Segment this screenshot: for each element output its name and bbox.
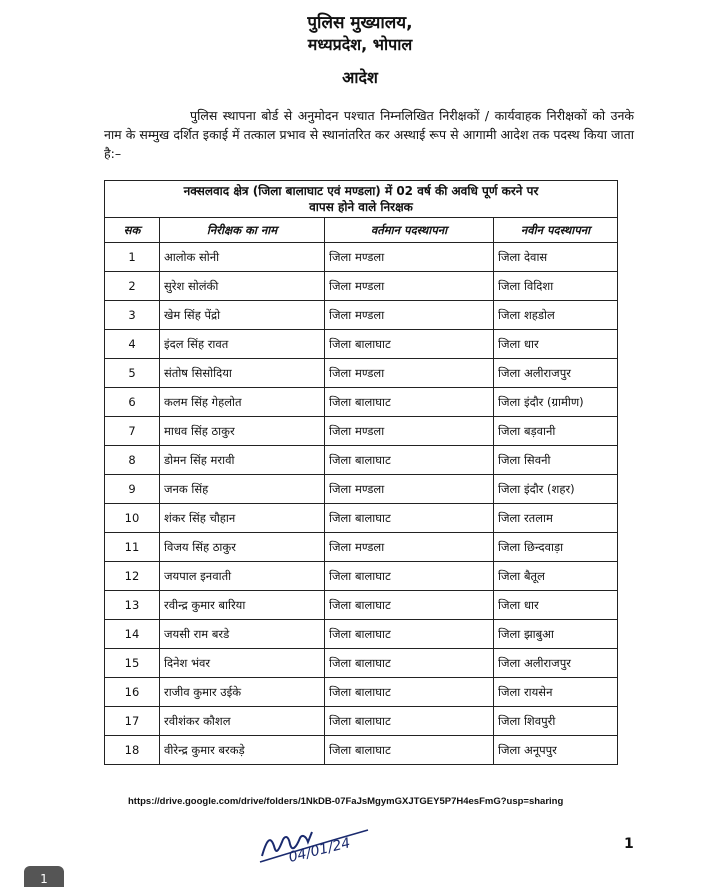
- serial-cell: 5: [105, 359, 160, 388]
- serial-cell: 17: [105, 707, 160, 736]
- name-cell: जनक सिंह: [160, 475, 325, 504]
- table-row: [105, 678, 618, 707]
- table-row: [105, 417, 618, 446]
- order-intro-text: पुलिस स्थापना बोर्ड से अनुमोदन पश्चात निम्नलिखित निरीक्षकों / कार्यवाहक निरीक्षकों को उनके नाम के सम्मुख दर्शित इकाई में तत्काल प्रभाव से स्थानांतरित कर अस्थाई रूप से आगामी आदेश तक पदस्थ किया जाता है:–: [104, 108, 634, 161]
- table-row: [105, 649, 618, 678]
- new-posting-cell: जिला देवास: [494, 243, 618, 272]
- name-cell: आलोक सोनी: [160, 243, 325, 272]
- current-posting-cell: जिला बालाघाट: [325, 504, 494, 533]
- serial-cell: 18: [105, 736, 160, 765]
- table-row: [105, 446, 618, 475]
- serial-cell: 7: [105, 417, 160, 446]
- name-cell: जयसी राम बरडे: [160, 620, 325, 649]
- current-posting-cell: जिला बालाघाट: [325, 446, 494, 475]
- name-cell: डोमन सिंह मरावी: [160, 446, 325, 475]
- serial-cell: 1: [105, 243, 160, 272]
- current-posting-cell: जिला बालाघाट: [325, 330, 494, 359]
- table-row: [105, 533, 618, 562]
- table-row: [105, 591, 618, 620]
- table-row: [105, 707, 618, 736]
- table-row: [105, 388, 618, 417]
- new-posting-cell: जिला धार: [494, 591, 618, 620]
- new-posting-cell: जिला शिवपुरी: [494, 707, 618, 736]
- table-row: [105, 301, 618, 330]
- serial-cell: 16: [105, 678, 160, 707]
- new-posting-cell: जिला इंदौर (ग्रामीण): [494, 388, 618, 417]
- handwritten-signature: [256, 812, 376, 872]
- new-posting-cell: जिला बैतूल: [494, 562, 618, 591]
- name-cell: रवीन्द्र कुमार बारिया: [160, 591, 325, 620]
- name-cell: माधव सिंह ठाकुर: [160, 417, 325, 446]
- order-title: आदेश: [342, 68, 378, 87]
- current-posting-cell: जिला मण्डला: [325, 359, 494, 388]
- current-posting-cell: जिला बालाघाट: [325, 736, 494, 765]
- column-header-serial: सक: [105, 218, 160, 243]
- name-cell: रवीशंकर कौशल: [160, 707, 325, 736]
- name-cell: संतोष सिसोदिया: [160, 359, 325, 388]
- current-posting-cell: जिला मण्डला: [325, 417, 494, 446]
- transfer-table: [104, 180, 618, 765]
- new-posting-cell: जिला रायसेन: [494, 678, 618, 707]
- table-row: [105, 330, 618, 359]
- new-posting-cell: जिला अलीराजपुर: [494, 649, 618, 678]
- serial-cell: 2: [105, 272, 160, 301]
- office-location: मध्यप्रदेश, भोपाल: [307, 35, 413, 54]
- serial-cell: 8: [105, 446, 160, 475]
- serial-cell: 9: [105, 475, 160, 504]
- current-posting-cell: जिला बालाघाट: [325, 562, 494, 591]
- current-posting-cell: जिला मण्डला: [325, 243, 494, 272]
- table-row: [105, 562, 618, 591]
- new-posting-cell: जिला रतलाम: [494, 504, 618, 533]
- name-cell: खेम सिंह पेंद्रो: [160, 301, 325, 330]
- current-posting-cell: जिला बालाघाट: [325, 591, 494, 620]
- table-row: [105, 243, 618, 272]
- new-posting-cell: जिला विदिशा: [494, 272, 618, 301]
- table-caption: नक्सलवाद क्षेत्र (जिला बालाघाट एवं मण्डला) में 02 वर्ष की अवधि पूर्ण करने पर वापस होने वाले निरक्षक: [105, 181, 618, 218]
- new-posting-cell: जिला धार: [494, 330, 618, 359]
- current-posting-cell: जिला मण्डला: [325, 301, 494, 330]
- new-posting-cell: जिला अलीराजपुर: [494, 359, 618, 388]
- office-name: पुलिस मुख्यालय,: [307, 13, 413, 33]
- current-posting-cell: जिला बालाघाट: [325, 620, 494, 649]
- name-cell: वीरेन्द्र कुमार बरकड़े: [160, 736, 325, 765]
- table-row: [105, 359, 618, 388]
- new-posting-cell: जिला सिवनी: [494, 446, 618, 475]
- current-posting-cell: जिला मण्डला: [325, 475, 494, 504]
- current-posting-cell: जिला बालाघाट: [325, 649, 494, 678]
- page-number: 1: [624, 836, 634, 852]
- serial-cell: 15: [105, 649, 160, 678]
- table-row: [105, 475, 618, 504]
- signature-date: 04/01/24: [287, 835, 352, 866]
- serial-cell: 10: [105, 504, 160, 533]
- name-cell: कलम सिंह गेहलोत: [160, 388, 325, 417]
- new-posting-cell: जिला झाबुआ: [494, 620, 618, 649]
- table-row: [105, 272, 618, 301]
- column-header-name: निरीक्षक का नाम: [160, 218, 325, 243]
- current-posting-cell: जिला मण्डला: [325, 272, 494, 301]
- new-posting-cell: जिला छिन्दवाड़ा: [494, 533, 618, 562]
- name-cell: शंकर सिंह चौहान: [160, 504, 325, 533]
- table-row: [105, 620, 618, 649]
- new-posting-cell: जिला अनूपपुर: [494, 736, 618, 765]
- serial-cell: 6: [105, 388, 160, 417]
- current-posting-cell: जिला बालाघाट: [325, 388, 494, 417]
- name-cell: विजय सिंह ठाकुर: [160, 533, 325, 562]
- viewer-page-tab[interactable]: 1: [24, 866, 64, 887]
- serial-cell: 11: [105, 533, 160, 562]
- name-cell: दिनेश भंवर: [160, 649, 325, 678]
- serial-cell: 14: [105, 620, 160, 649]
- table-row: [105, 504, 618, 533]
- current-posting-cell: जिला बालाघाट: [325, 707, 494, 736]
- drive-link[interactable]: https://drive.google.com/drive/folders/1NkDB-07FaJsMgymGXJTGEY5P7H4esFmG?usp=sharing: [128, 796, 564, 807]
- name-cell: इंदल सिंह रावत: [160, 330, 325, 359]
- new-posting-cell: जिला इंदौर (शहर): [494, 475, 618, 504]
- column-header-current-posting: वर्तमान पदस्थापना: [325, 218, 494, 243]
- serial-cell: 3: [105, 301, 160, 330]
- new-posting-cell: जिला शहडोल: [494, 301, 618, 330]
- name-cell: राजीव कुमार उईके: [160, 678, 325, 707]
- new-posting-cell: जिला बड़वानी: [494, 417, 618, 446]
- serial-cell: 4: [105, 330, 160, 359]
- name-cell: सुरेश सोलंकी: [160, 272, 325, 301]
- table-row: [105, 736, 618, 765]
- name-cell: जयपाल इनवाती: [160, 562, 325, 591]
- serial-cell: 13: [105, 591, 160, 620]
- serial-cell: 12: [105, 562, 160, 591]
- current-posting-cell: जिला बालाघाट: [325, 678, 494, 707]
- current-posting-cell: जिला मण्डला: [325, 533, 494, 562]
- column-header-new-posting: नवीन पदस्थापना: [494, 218, 618, 243]
